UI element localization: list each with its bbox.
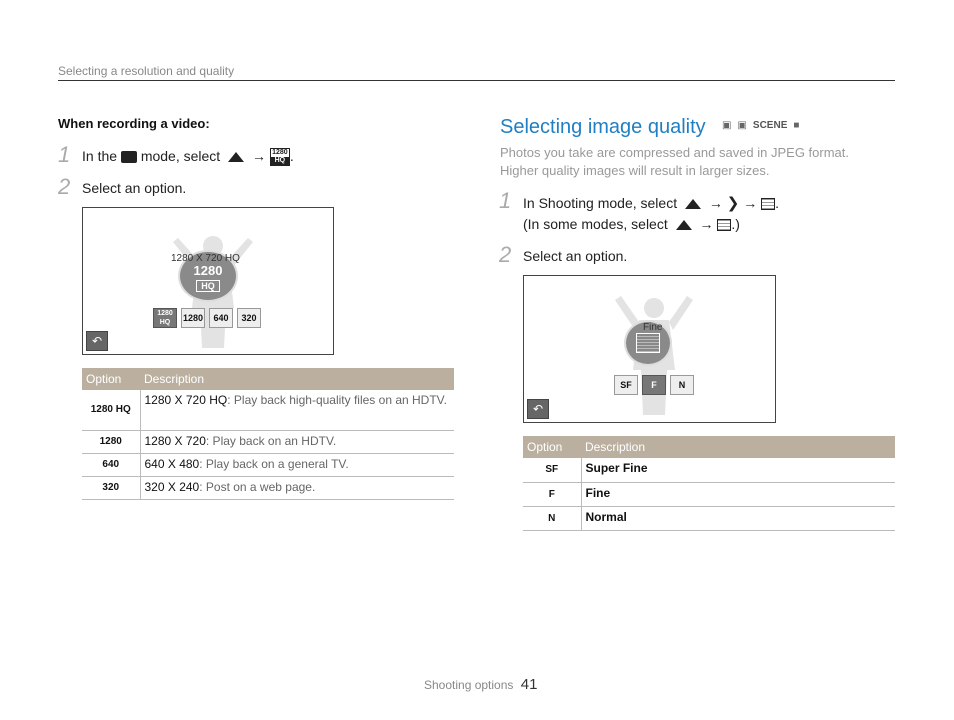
table-row [523,458,895,482]
intro-line: Higher quality images will result in larger sizes. [500,163,770,178]
arrow: → [708,195,723,211]
description-cell [140,476,454,499]
step-number: 1 [499,188,512,213]
option-normal-button[interactable]: N [670,375,694,395]
option-name: 1280 X 720 [144,433,206,448]
up-triangle-icon [228,152,244,162]
arrow: → [251,148,266,164]
table-row [82,430,454,453]
resolution-640-icon: 640 [82,453,140,476]
page-footer [424,676,537,693]
step-text: In the [82,148,118,164]
left-step-2 [58,174,187,199]
step-number: 2 [58,174,71,199]
section-intro [500,144,849,180]
step-text: (In some modes, select [523,216,668,232]
period: . [289,148,294,164]
option-desc: : Play back on a general TV. [199,456,349,471]
quality-icon [761,198,775,210]
resolution-1280hq-icon: 1280 HQ [270,148,290,166]
page-header [58,62,895,81]
description-cell [581,458,895,482]
option-desc: : Play back high-quality files on an HDTV. [227,393,447,407]
page-number: 41 [520,676,538,693]
back-arrow-icon[interactable]: ↶ [86,331,108,351]
option-desc: : Play back on an HDTV. [205,433,337,448]
description-cell [581,482,895,506]
back-arrow-icon[interactable]: ↶ [527,399,549,419]
left-step-1 [58,142,294,167]
arrow: → [699,216,714,232]
option-name: Fine [585,485,611,500]
col-description: Description [140,368,454,390]
table-row [523,506,895,530]
step-text: In Shooting mode, select [523,195,678,211]
description-cell [140,453,454,476]
chevron-right-icon: ❯ [726,195,740,212]
video-options-table [82,368,454,500]
option-fine-button[interactable]: F [642,375,666,395]
table-row [82,476,454,499]
option-640-button[interactable]: 640 [209,308,233,328]
resolution-1280-icon: 1280 [82,430,140,453]
scene-icon: SCENE [752,120,788,131]
option-desc: : Post on a web page. [199,479,316,494]
camera-icon: ▣ [722,120,732,131]
right-step-1-line2 [523,216,740,232]
program-icon: ▣ [737,120,747,131]
col-option: Option [82,368,140,390]
resolution-320-icon: 320 [82,476,140,499]
right-step-1 [499,188,780,213]
resolution-1280hq-icon: 1280 HQ [193,263,223,291]
footer-text: Shooting options [424,678,514,692]
col-option: Option [523,436,581,458]
period: . [775,195,780,211]
option-name: 1280 X 720 HQ [144,393,228,407]
option-1280hq-button[interactable]: 1280 HQ [153,308,177,328]
breadcrumb: Selecting a resolution and quality [58,64,235,78]
table-row [82,453,454,476]
step-text: mode, select [140,148,221,164]
description-cell [140,390,454,430]
quality-fine-icon [636,333,660,353]
quality-options-table [523,436,895,531]
quality-normal-icon: N [523,506,581,530]
quality-fine-icon: F [523,482,581,506]
screen-option-label: 1280 X 720 HQ [171,253,240,264]
mode-icons [722,120,799,131]
step-number: 1 [58,142,71,167]
video-resolution-screen [82,207,334,355]
table-row [82,390,454,430]
option-superfine-button[interactable]: SF [614,375,638,395]
step-text: .) [731,216,740,232]
description-cell [581,506,895,530]
quality-screen [523,275,776,423]
up-triangle-icon [676,220,692,230]
movie-mode-icon [121,151,137,163]
option-name: Super Fine [585,461,648,475]
video-subheading: When recording a video: [58,116,210,131]
step-text: Select an option. [523,248,628,264]
quality-icon [717,219,731,231]
resolution-1280hq-icon: 1280 HQ [82,390,140,430]
right-step-2 [499,242,628,267]
step-number: 2 [499,242,512,267]
option-name: Normal [585,509,627,524]
option-1280-button[interactable]: 1280 [181,308,205,328]
option-name: 320 X 240 [144,479,200,494]
intro-line: Photos you take are compressed and saved in JPEG format. [500,145,850,160]
step-text: Select an option. [82,180,187,196]
quality-superfine-icon: SF [523,458,581,482]
option-320-button[interactable]: 320 [237,308,261,328]
movie-icon: ■ [793,120,800,131]
up-triangle-icon [685,199,701,209]
screen-option-label: Fine [643,322,663,333]
section-title: Selecting image quality [500,116,706,138]
description-cell [140,430,454,453]
arrow: → [743,195,758,211]
option-name: 640 X 480 [144,456,200,471]
col-description: Description [581,436,895,458]
table-row [523,482,895,506]
